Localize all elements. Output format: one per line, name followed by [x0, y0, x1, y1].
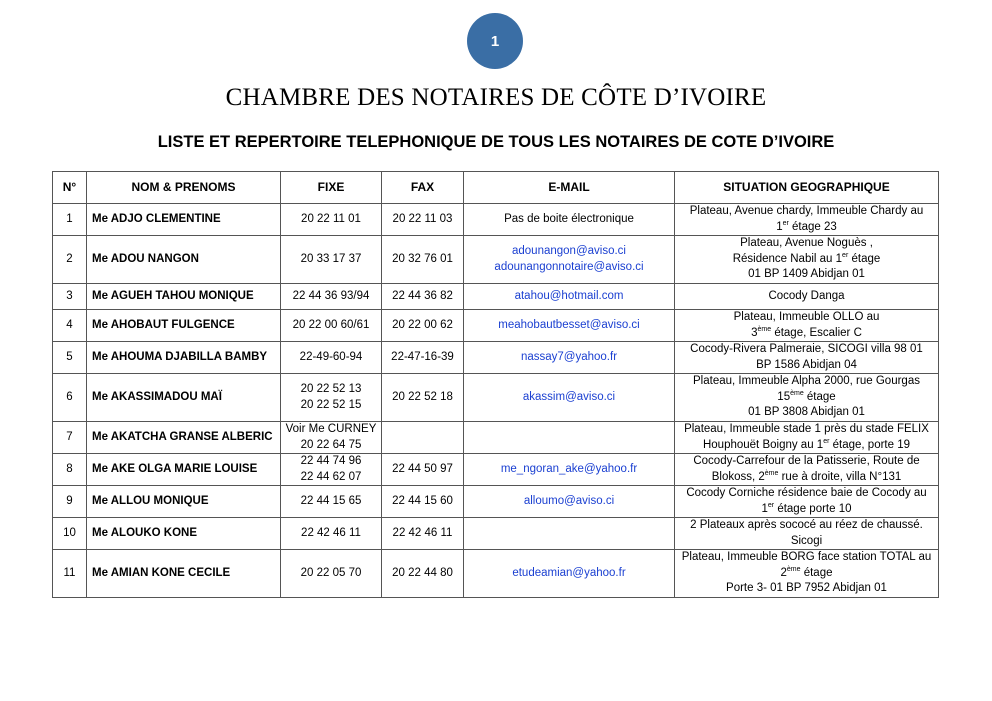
cell-fixe	[281, 284, 382, 310]
location-line: Plateau, Immeuble Alpha 2000, rue Gourgas	[693, 375, 920, 388]
header-email: E-MAIL	[464, 172, 675, 204]
fixe-line: 20 22 52 15	[300, 398, 362, 411]
notaires-table	[52, 171, 939, 598]
location-line: 1er étage porte 10	[761, 501, 852, 515]
org-title: CHAMBRE DES NOTAIRES DE CÔTE D’IVOIRE	[225, 84, 767, 111]
location-line: 01 BP 1409 Abidjan 01	[748, 268, 865, 281]
cell-fax: 22 44 50 97	[382, 454, 464, 486]
email-link[interactable]: adounangonnotaire@aviso.ci	[494, 260, 644, 273]
fixe-line: 20 22 52 13	[300, 383, 362, 395]
cell-num: 11	[53, 550, 87, 598]
cell-name: Me AMIAN KONE CECILE	[87, 550, 281, 598]
cell-fax: 20 32 76 01	[382, 236, 464, 284]
cell-fixe	[281, 550, 382, 598]
email-link[interactable]: etudeamian@yahoo.fr	[512, 566, 626, 579]
cell-name: Me AHOUMA DJABILLA BAMBY	[87, 342, 281, 374]
cell-fixe	[281, 422, 382, 454]
cell-fixe	[281, 342, 382, 374]
cell-fax: 22 44 36 82	[382, 284, 464, 310]
table-row	[53, 422, 939, 454]
email-text: Pas de boite électronique	[504, 212, 634, 225]
fixe-line: 22-49-60-94	[299, 350, 363, 363]
cell-email	[464, 310, 675, 342]
cell-location	[675, 486, 939, 518]
cell-fax	[382, 422, 464, 454]
location-line: BP 1586 Abidjan 04	[756, 358, 857, 371]
cell-fixe	[281, 310, 382, 342]
cell-location	[675, 342, 939, 374]
table-row	[53, 310, 939, 342]
fixe-line: 20 22 00 60/61	[292, 318, 370, 331]
superscript: ème	[790, 389, 804, 397]
fixe-line: 22 44 15 65	[300, 494, 362, 507]
cell-fax: 22 44 15 60	[382, 486, 464, 518]
email-link[interactable]: akassim@aviso.ci	[522, 390, 616, 403]
cell-location	[675, 236, 939, 284]
location-line: Plateau, Immeuble OLLO au	[733, 311, 880, 323]
cell-fax: 20 22 44 80	[382, 550, 464, 598]
cell-location	[675, 550, 939, 598]
cell-fixe	[281, 204, 382, 236]
location-line: Cocody Corniche résidence baie de Cocody au	[686, 487, 927, 499]
cell-name: Me AKASSIMADOU MAÏ	[87, 374, 281, 422]
location-line: Blokoss, 2ème rue à droite, villa N°131	[711, 469, 902, 483]
cell-num: 7	[53, 422, 87, 454]
cell-fixe	[281, 454, 382, 486]
location-line: Houphouët Boigny au 1er étage, porte 19	[702, 437, 910, 451]
header-name: NOM & PRENOMS	[87, 172, 281, 204]
cell-num: 1	[53, 204, 87, 236]
cell-fixe	[281, 518, 382, 550]
superscript: ème	[786, 565, 801, 573]
fixe-line: 20 22 64 75	[300, 438, 362, 451]
table-row	[53, 236, 939, 284]
cell-email	[464, 550, 675, 598]
table-row	[53, 518, 939, 550]
location-line: Plateau, Immeuble stade 1 près du stade FELIX	[684, 423, 929, 435]
cell-fixe	[281, 486, 382, 518]
superscript: er	[842, 251, 849, 259]
location-line: 2 Plateaux après sococé au réez de chaussé.	[690, 519, 923, 531]
cell-location	[675, 422, 939, 454]
table-row	[53, 486, 939, 518]
cell-num: 10	[53, 518, 87, 550]
cell-fixe	[281, 374, 382, 422]
superscript: ème	[764, 469, 779, 477]
table-header-row	[53, 172, 939, 204]
fixe-line: 20 22 05 70	[300, 566, 362, 579]
cell-name: Me ALLOU MONIQUE	[87, 486, 281, 518]
cell-email	[464, 486, 675, 518]
cell-email	[464, 518, 675, 550]
header-fixe: FIXE	[281, 172, 382, 204]
fixe-line: 22 44 62 07	[300, 470, 362, 483]
location-line: 3ème étage, Escalier C	[751, 325, 862, 339]
email-link[interactable]: me_ngoran_ake@yahoo.fr	[500, 462, 638, 475]
email-link[interactable]: meahobautbesset@aviso.ci	[498, 318, 640, 331]
cell-location	[675, 284, 939, 310]
cell-num: 5	[53, 342, 87, 374]
cell-num: 9	[53, 486, 87, 518]
cell-fax: 20 22 00 62	[382, 310, 464, 342]
cell-fax: 20 22 11 03	[382, 204, 464, 236]
location-line: Cocody-Rivera Palmeraie, SICOGI villa 98 01	[690, 343, 923, 355]
cell-location	[675, 374, 939, 422]
cell-fax: 22-47-16-39	[382, 342, 464, 374]
cell-num: 8	[53, 454, 87, 486]
superscript: er	[823, 437, 830, 445]
fixe-line: 20 33 17 37	[300, 252, 362, 265]
superscript: ème	[757, 325, 772, 333]
fixe-line: Voir Me CURNEY	[285, 423, 377, 435]
cell-fixe	[281, 236, 382, 284]
cell-fax: 20 22 52 18	[382, 374, 464, 422]
cell-num: 3	[53, 284, 87, 310]
fixe-line: 22 44 74 96	[300, 455, 362, 467]
location-line: Plateau, Immeuble BORG face station TOTAL au	[681, 551, 932, 564]
cell-email	[464, 284, 675, 310]
table-row	[53, 204, 939, 236]
location-line: Sicogi	[790, 534, 823, 547]
location-line: Cocody-Carrefour de la Patisserie, Route de	[693, 455, 920, 467]
header-fax: FAX	[382, 172, 464, 204]
cell-name: Me ADJO CLEMENTINE	[87, 204, 281, 236]
email-link[interactable]: alloumo@aviso.ci	[523, 494, 615, 507]
header-location: SITUATION GEOGRAPHIQUE	[675, 172, 939, 204]
table-row	[53, 374, 939, 422]
cell-email	[464, 422, 675, 454]
location-line: Plateau, Avenue Noguès ,	[740, 237, 873, 250]
page-number-badge: 1	[467, 13, 523, 69]
location-line: Plateau, Avenue chardy, Immeuble Chardy au	[689, 205, 924, 217]
superscript: er	[782, 219, 789, 227]
cell-name: Me AHOBAUT FULGENCE	[87, 310, 281, 342]
location-line: Cocody Danga	[768, 289, 845, 302]
email-link[interactable]: nassay7@yahoo.fr	[520, 350, 618, 363]
cell-location	[675, 204, 939, 236]
cell-name: Me ADOU NANGON	[87, 236, 281, 284]
list-title: LISTE ET REPERTOIRE TELEPHONIQUE DE TOUS LES NOTAIRES DE COTE D’IVOIRE	[157, 133, 835, 151]
location-line: 1er étage 23	[776, 219, 837, 233]
cell-email	[464, 342, 675, 374]
cell-email	[464, 374, 675, 422]
location-line: 01 BP 3808 Abidjan 01	[748, 406, 865, 419]
cell-num: 2	[53, 236, 87, 284]
location-line: Résidence Nabil au 1er étage	[732, 251, 881, 265]
cell-email	[464, 204, 675, 236]
cell-location	[675, 454, 939, 486]
cell-name: Me AKATCHA GRANSE ALBERIC	[87, 422, 281, 454]
superscript: er	[767, 501, 775, 509]
fixe-line: 22 42 46 11	[301, 526, 361, 539]
cell-email	[464, 236, 675, 284]
cell-location	[675, 518, 939, 550]
location-line: Porte 3- 01 BP 7952 Abidjan 01	[726, 582, 887, 595]
fixe-line: 20 22 11 01	[301, 212, 361, 225]
cell-name: Me AGUEH TAHOU MONIQUE	[87, 284, 281, 310]
location-line: 2ème étage	[780, 565, 833, 579]
cell-name: Me AKE OLGA MARIE LOUISE	[87, 454, 281, 486]
cell-num: 6	[53, 374, 87, 422]
email-link[interactable]: atahou@hotmail.com	[514, 289, 624, 302]
fixe-line: 22 44 36 93/94	[292, 289, 370, 302]
cell-num: 4	[53, 310, 87, 342]
table-row	[53, 342, 939, 374]
cell-location	[675, 310, 939, 342]
table-row	[53, 284, 939, 310]
table-row	[53, 550, 939, 598]
email-link[interactable]: adounangon@aviso.ci	[512, 245, 626, 257]
table-row	[53, 454, 939, 486]
header-num: N°	[53, 172, 87, 204]
cell-fax: 22 42 46 11	[382, 518, 464, 550]
location-line: 15ème étage	[777, 389, 836, 403]
cell-email	[464, 454, 675, 486]
cell-name: Me ALOUKO KONE	[87, 518, 281, 550]
